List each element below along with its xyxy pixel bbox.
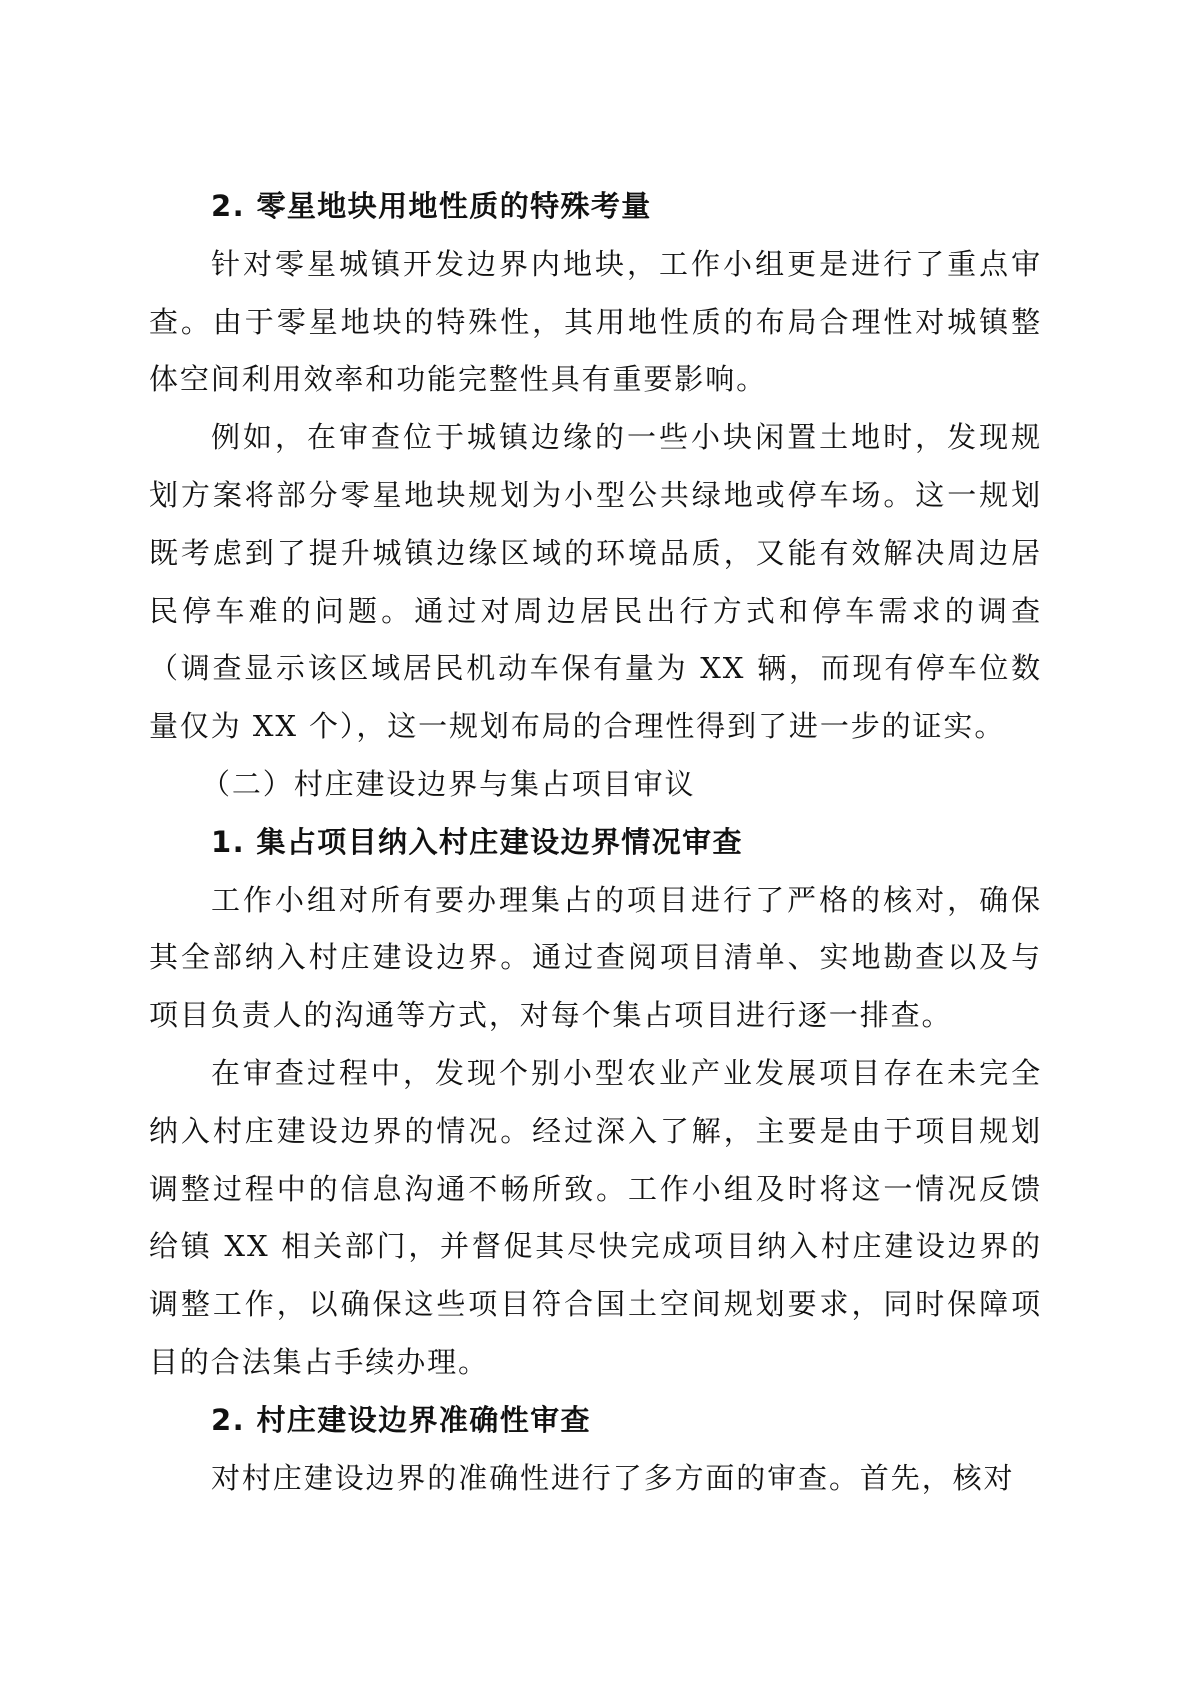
paragraph-project-verification: 工作小组对所有要办理集占的项目进行了严格的核对，确保其全部纳入村庄建设边界。通过查阅项目清单、实地勘查以及与项目负责人的沟通等方式，对每个集占项目进行逐一排查。 [149, 882, 1042, 1033]
subsection-heading-scattered-plots: 2. 零星地块用地性质的特殊考量 [211, 189, 652, 223]
paragraph-scattered-plot-review: 针对零星城镇开发边界内地块，工作小组更是进行了重点审查。由于零星地块的特殊性，其用地性质的布局合理性对城镇整体空间利用效率和功能完整性具有重要影响。 [149, 246, 1042, 397]
document-body [149, 178, 1042, 1507]
paragraph-example-green-space-parking: 例如，在审查位于城镇边缘的一些小块闲置土地时，发现规划方案将部分零星地块规划为小型公共绿地或停车场。这一规划既考虑到了提升城镇边缘区域的环境品质，又能有效解决周边居民停车难的问题。通过对周边居民出行方式和停车需求的调查（调查显示该区域居民机动车保有量为 XX 辆，而现有停车位数量仅为 XX 个），这一规划布局的合理性得到了进一步的证实。 [149, 420, 1042, 744]
subsection-heading-boundary-accuracy: 2. 村庄建设边界准确性审查 [211, 1402, 591, 1437]
subsection-heading-project-inclusion: 1. 集占项目纳入村庄建设边界情况审查 [211, 824, 743, 859]
paragraph-review-findings: 在审查过程中，发现个别小型农业产业发展项目存在未完全纳入村庄建设边界的情况。经过深入了解，主要是由于项目规划调整过程中的信息沟通不畅所致。工作小组及时将这一情况反馈给镇 XX 相关部门，并督促其尽快完成项目纳入村庄建设边界的调整工作，以确保这些项目符合国土空间规划要求，同时保障项目的合法集占手续办理。 [149, 1055, 1042, 1379]
paragraph-boundary-accuracy: 对村庄建设边界的准确性进行了多方面的审查。首先，核对 [211, 1460, 1015, 1495]
section-heading-village-boundary: （二）村庄建设边界与集占项目审议 [201, 766, 696, 801]
